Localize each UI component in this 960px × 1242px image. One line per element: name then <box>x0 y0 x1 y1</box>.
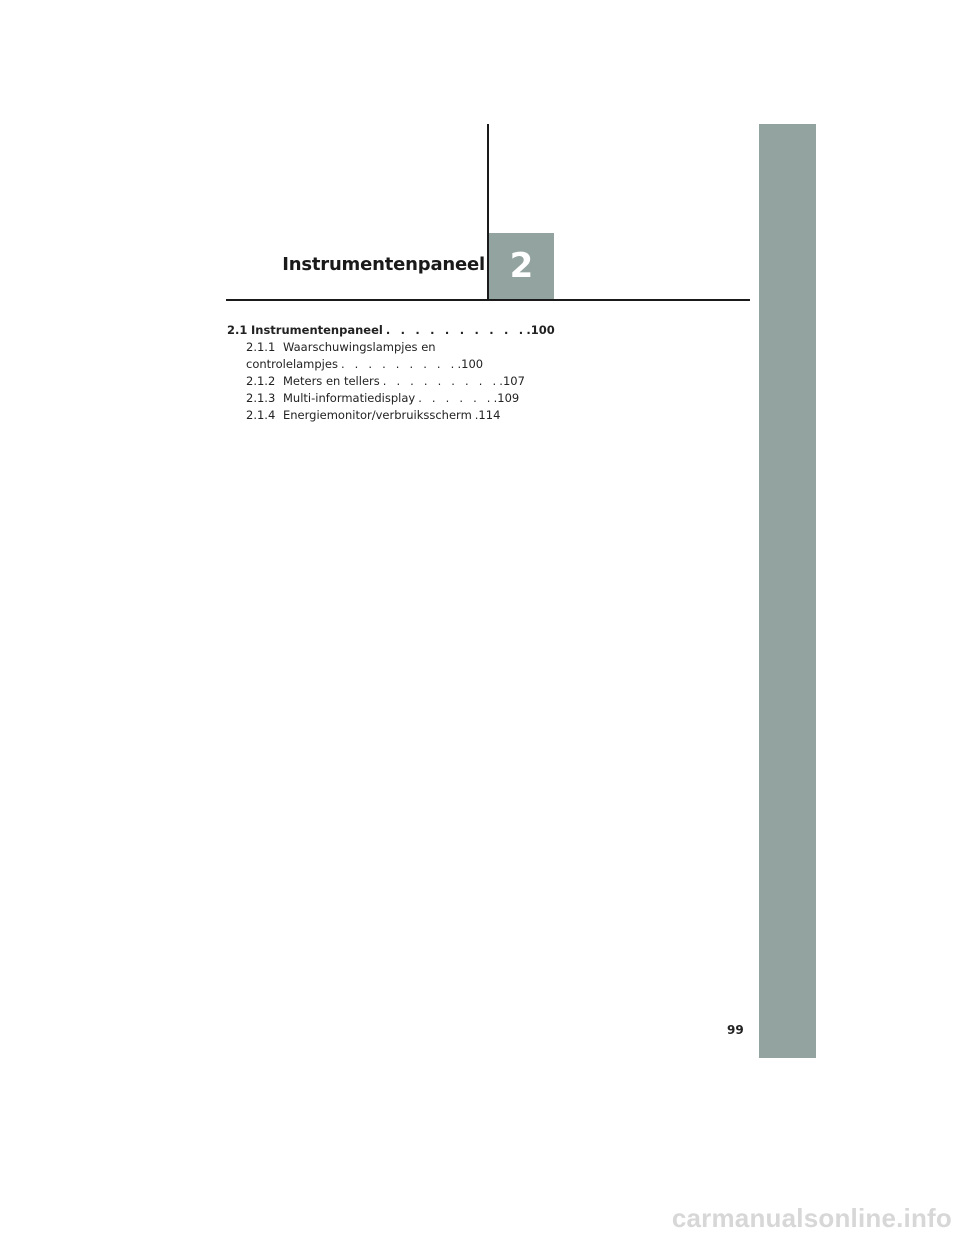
toc-item-row[interactable] <box>227 339 468 356</box>
toc-item-title: Energiemonitor/verbruiksscherm <box>283 408 472 422</box>
watermark: carmanualsonline.info <box>671 1203 952 1233</box>
toc-item-number: 2.1.4 <box>246 408 276 422</box>
header-horizontal-rule <box>226 299 750 301</box>
toc-item-number: 2.1.1 <box>246 340 276 354</box>
toc-section-title: Instrumentenpaneel <box>251 323 383 337</box>
toc-item-page: .114 <box>474 408 501 422</box>
chapter-number-box <box>489 233 554 299</box>
page-number: 99 <box>727 1023 744 1037</box>
toc-item-title-continuation: controlelampjes <box>246 357 338 371</box>
toc-item-title: Waarschuwingslampjes en <box>283 340 436 354</box>
chapter-number: 2 <box>509 246 534 286</box>
toc-item-row[interactable] <box>227 407 501 424</box>
toc-item-row[interactable] <box>227 373 525 390</box>
table-of-contents <box>227 322 555 424</box>
toc-leader: . . . . . . . . . <box>382 374 500 388</box>
toc-leader: . . . . . . <box>418 391 494 405</box>
toc-section-number: 2.1 <box>227 323 248 337</box>
toc-item-title: Meters en tellers <box>283 374 380 388</box>
toc-item-number: 2.1.2 <box>246 374 276 388</box>
chapter-title: Instrumentenpaneel <box>282 254 485 275</box>
toc-item-page: .100 <box>457 357 484 371</box>
toc-item-title: Multi-informatiedisplay <box>283 391 416 405</box>
toc-leader: . . . . . . . . . <box>340 357 458 371</box>
toc-section-page: .100 <box>526 323 555 337</box>
chapter-side-tab <box>759 124 816 1058</box>
toc-item-page: .109 <box>493 391 520 405</box>
toc-item-page: .107 <box>499 374 525 388</box>
toc-section-row[interactable] <box>227 322 555 339</box>
toc-item-row-continuation[interactable] <box>227 356 484 373</box>
toc-item-row[interactable] <box>227 390 520 407</box>
toc-item-number: 2.1.3 <box>246 391 276 405</box>
toc-leader: . . . . . . . . . . <box>385 323 527 337</box>
